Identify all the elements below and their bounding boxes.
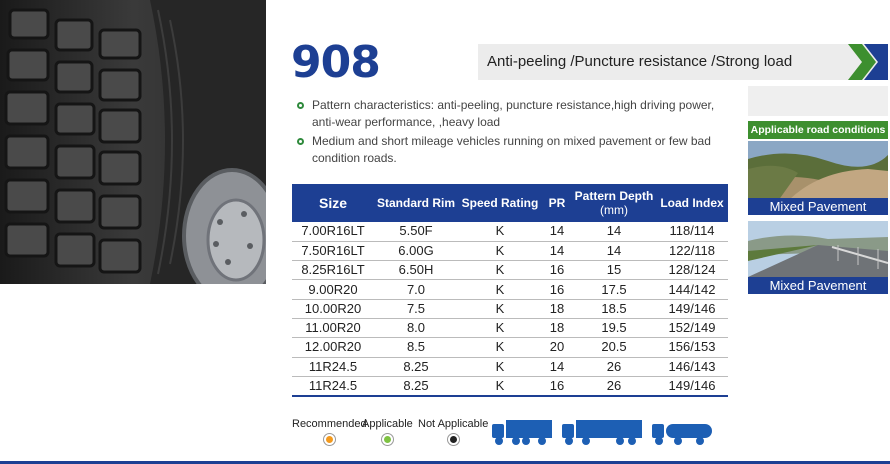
size-cell: 8.25R16LT: [292, 261, 374, 280]
size-cell: 11.00R20: [292, 318, 374, 337]
table-row: [292, 241, 728, 260]
pr-cell: 16: [542, 261, 572, 280]
bullet-text: Pattern characteristics: anti-peeling, puncture resistance,high driving power, anti-wear performance, ,heavy load: [312, 98, 715, 129]
rim-cell: 8.25: [374, 376, 458, 396]
pattern-depth-label: Pattern Depth: [574, 189, 654, 203]
size-cell: 7.50R16LT: [292, 241, 374, 260]
col-header-speed-rating: Speed Rating: [458, 184, 542, 222]
road-image-mixed-pavement: [748, 221, 888, 294]
pattern-description: [297, 97, 717, 169]
pattern-depth-cell: 14: [572, 222, 656, 241]
size-cell: 11R24.5: [292, 357, 374, 376]
size-cell: 9.00R20: [292, 280, 374, 299]
load-index-cell: 156/153: [656, 338, 728, 357]
recommended-dot-icon: [324, 434, 335, 445]
col-header-standard-rim: Standard Rim: [374, 184, 458, 222]
pr-cell: 16: [542, 280, 572, 299]
legend-recommended: [292, 418, 367, 445]
speed-rating-cell: K: [458, 338, 542, 357]
table-row: [292, 357, 728, 376]
pr-cell: 14: [542, 222, 572, 241]
load-index-cell: 144/142: [656, 280, 728, 299]
rim-cell: 8.5: [374, 338, 458, 357]
col-header-pattern-depth: [572, 184, 656, 222]
rim-cell: 8.25: [374, 357, 458, 376]
table-body: [292, 222, 728, 396]
bullet-text: Medium and short mileage vehicles running on mixed pavement or few bad condition roads.: [312, 134, 711, 165]
rim-cell: 8.0: [374, 318, 458, 337]
vehicle-icons: [490, 418, 730, 448]
pattern-depth-cell: 18.5: [572, 299, 656, 318]
load-index-cell: 122/118: [656, 241, 728, 260]
legend-applicable: [362, 418, 413, 445]
rim-cell: 6.00G: [374, 241, 458, 260]
road-image-label: Mixed Pavement: [748, 198, 888, 215]
tire-tread-image: [0, 0, 266, 284]
speed-rating-cell: K: [458, 357, 542, 376]
tagline-banner: [478, 44, 888, 80]
speed-rating-cell: K: [458, 222, 542, 241]
speed-rating-cell: K: [458, 299, 542, 318]
bullet-item: [297, 97, 717, 131]
size-cell: 12.00R20: [292, 338, 374, 357]
pattern-depth-unit: (mm): [600, 203, 628, 217]
load-index-cell: 149/146: [656, 299, 728, 318]
table-header-row: [292, 184, 728, 222]
load-index-cell: 118/114: [656, 222, 728, 241]
table-row: [292, 299, 728, 318]
pattern-depth-cell: 15: [572, 261, 656, 280]
info-placeholder-box: [748, 86, 888, 116]
rim-cell: 6.50H: [374, 261, 458, 280]
load-index-cell: 128/124: [656, 261, 728, 280]
size-cell: 10.00R20: [292, 299, 374, 318]
pattern-depth-cell: 19.5: [572, 318, 656, 337]
pattern-depth-cell: 26: [572, 376, 656, 396]
pr-cell: 16: [542, 376, 572, 396]
legend-label: Recommended: [292, 418, 367, 430]
table-row: [292, 338, 728, 357]
tagline-text: Anti-peeling /Puncture resistance /Strong load: [487, 53, 793, 70]
pattern-depth-cell: 14: [572, 241, 656, 260]
specification-table: [292, 184, 728, 397]
load-index-cell: 149/146: [656, 376, 728, 396]
size-cell: 7.00R16LT: [292, 222, 374, 241]
legend-label: Not Applicable: [418, 418, 489, 430]
speed-rating-cell: K: [458, 376, 542, 396]
speed-rating-cell: K: [458, 318, 542, 337]
legend-not-applicable: [418, 418, 488, 445]
bullet-dot-icon: [297, 138, 304, 145]
not-applicable-dot-icon: [448, 434, 459, 445]
table-row: [292, 280, 728, 299]
applicable-dot-icon: [382, 434, 393, 445]
pattern-depth-cell: 20.5: [572, 338, 656, 357]
table-row: [292, 222, 728, 241]
rim-cell: 7.5: [374, 299, 458, 318]
pr-cell: 14: [542, 357, 572, 376]
bullet-dot-icon: [297, 102, 304, 109]
speed-rating-cell: K: [458, 241, 542, 260]
col-header-pr: PR: [542, 184, 572, 222]
road-image-label: Mixed Pavement: [748, 277, 888, 294]
tire-photo: [0, 0, 266, 284]
tanker-truck-icon: [652, 424, 712, 445]
table-row: [292, 376, 728, 396]
load-index-cell: 146/143: [656, 357, 728, 376]
road-conditions-heading: Applicable road conditions: [748, 121, 888, 139]
col-header-load-index: Load Index: [656, 184, 728, 222]
speed-rating-cell: K: [458, 280, 542, 299]
size-cell: 11R24.5: [292, 376, 374, 396]
pr-cell: 18: [542, 318, 572, 337]
table-row: [292, 261, 728, 280]
speed-rating-cell: K: [458, 261, 542, 280]
rim-cell: 5.50F: [374, 222, 458, 241]
pattern-depth-cell: 26: [572, 357, 656, 376]
pr-cell: 14: [542, 241, 572, 260]
col-header-size: Size: [292, 184, 374, 222]
load-index-cell: 152/149: [656, 318, 728, 337]
table-row: [292, 318, 728, 337]
chevron-decoration-icon: [848, 44, 888, 80]
trailer-truck-icon: [562, 420, 642, 445]
pr-cell: 20: [542, 338, 572, 357]
legend-label: Applicable: [362, 418, 413, 430]
rim-cell: 7.0: [374, 280, 458, 299]
bullet-item: [297, 133, 717, 167]
long-haul-truck-icon: [492, 420, 552, 445]
pattern-depth-cell: 17.5: [572, 280, 656, 299]
model-number: 908: [291, 37, 380, 88]
road-image-mixed-pavement: [748, 141, 888, 215]
pr-cell: 18: [542, 299, 572, 318]
